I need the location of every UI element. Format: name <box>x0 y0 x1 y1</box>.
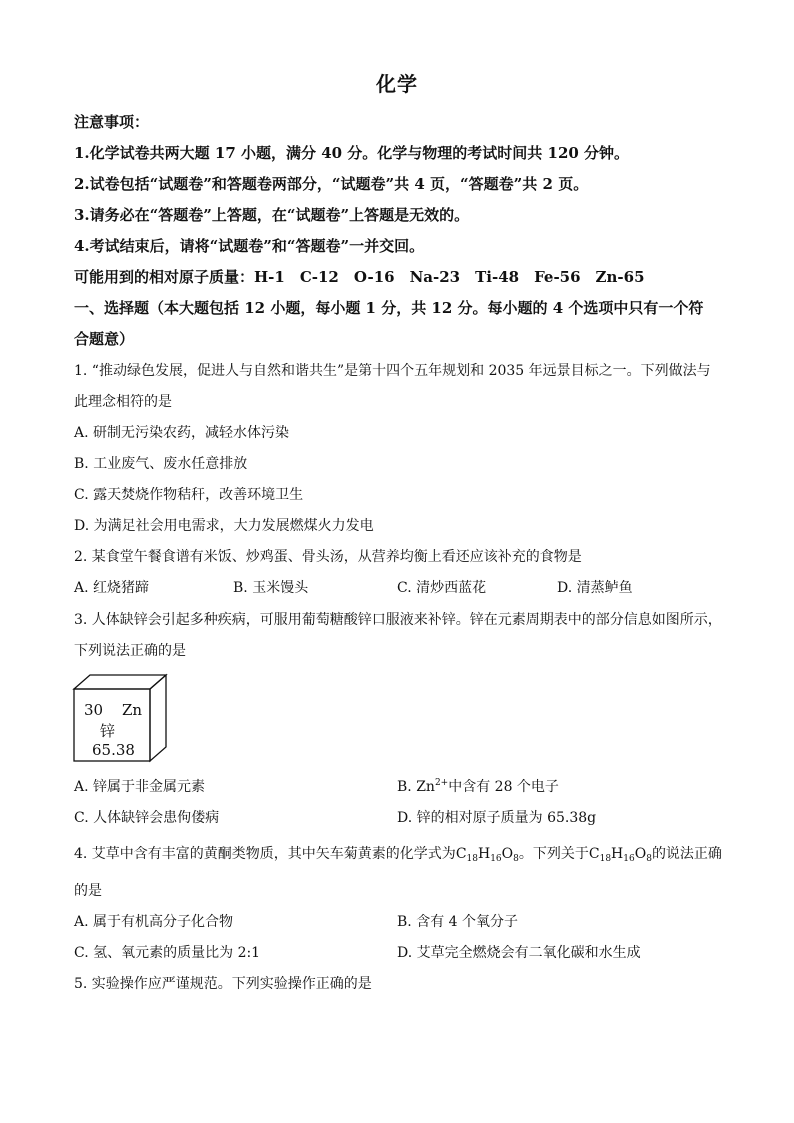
q4-option-d: D. 艾草完全燃烧会有二氧化碳和水生成 <box>397 945 641 961</box>
element-cell-diagram <box>72 673 172 765</box>
q3-stem-line-2: 下列说法正确的是 <box>74 643 186 659</box>
q3-option-d: D. 锌的相对原子质量为 65.38g <box>397 810 597 826</box>
note-item-3: 3.请务必在“答题卷”上答题，在“试题卷”上答题是无效的。 <box>74 206 470 224</box>
q1-option-d: D. 为满足社会用电需求，大力发展燃煤火力发电 <box>74 518 374 534</box>
q3-stem-line-1: 3. 人体缺锌会引起多种疾病，可服用葡萄糖酸锌口服液来补锌。锌在元素周期表中的部分信息如图所示， <box>74 612 722 628</box>
q4-option-c: C. 氢、氧元素的质量比为 2:1 <box>74 945 261 961</box>
formula-2: $C_{18}H_{16}O_8$ <box>588 846 652 864</box>
note-item-1: 1.化学试卷共两大题 17 小题，满分 40 分。化学与物理的考试时间共 120 分钟。 <box>74 144 630 162</box>
q3-option-c: C. 人体缺锌会患佝偻病 <box>74 810 220 826</box>
section-heading-line-1: 一、选择题（本大题包括 12 小题，每小题 1 分，共 12 分。每小题的 4 个选项中只有一个符 <box>74 299 704 317</box>
note-item-2: 2.试卷包括“试题卷”和答题卷两部分，“试题卷”共 4 页，“答题卷”共 2 页。 <box>74 175 589 193</box>
page-title: 化学 <box>376 72 418 96</box>
element-mass: 65.38 <box>92 741 135 759</box>
atomic-masses: 可能用到的相对原子质量：H-1 C-12 O-16 Na-23 Ti-48 Fe-56 Zn-65 <box>74 268 645 286</box>
q5-stem: 5. 实验操作应严谨规范。下列实验操作正确的是 <box>74 976 372 992</box>
section-heading-line-2: 合题意） <box>74 330 135 348</box>
q2-option-b: B. 玉米馒头 <box>233 580 309 596</box>
note-item-4: 4.考试结束后，请将“试题卷”和“答题卷”一并交回。 <box>74 237 425 255</box>
notes-heading: 注意事项： <box>74 113 150 131</box>
q4-option-a: A. 属于有机高分子化合物 <box>74 914 234 930</box>
q3-option-a: A. 锌属于非金属元素 <box>74 779 206 795</box>
element-name: 锌 <box>100 722 116 740</box>
q2-stem: 2. 某食堂午餐食谱有米饭、炒鸡蛋、骨头汤，从营养均衡上看还应该补充的食物是 <box>74 549 582 565</box>
element-atomic-number: 30 <box>84 701 104 719</box>
element-symbol: Zn <box>122 701 143 719</box>
q1-option-c: C. 露天焚烧作物秸秆，改善环境卫生 <box>74 487 304 503</box>
q1-option-a: A. 研制无污染农药，减轻水体污染 <box>74 425 290 441</box>
q4-stem-line-2: 的是 <box>74 883 102 899</box>
q1-stem-line-1: 1. “推动绿色发展，促进人与自然和谐共生”是第十四个五年规划和 2035 年远景目标之一。下列做法与 <box>74 363 711 379</box>
q2-option-a: A. 红烧猪蹄 <box>74 580 150 596</box>
formula-1: $C_{18}H_{16}O_8$ <box>455 846 519 864</box>
q4-stem-line-1: 4. 艾草中含有丰富的黄酮类物质，其中矢车菊黄素的化学式为$C_{18}H_{16}O_8$。下列关于$C_{18}H_{16}O_8$的说法正确 <box>74 846 722 864</box>
q1-stem-line-2: 此理念相符的是 <box>74 394 172 410</box>
q2-option-c: C. 清炒西蓝花 <box>397 580 487 596</box>
q2-option-d: D. 清蒸鲈鱼 <box>557 580 633 596</box>
q3-option-b: B. $Zn^{2+}$中含有 28 个电子 <box>397 778 559 795</box>
q4-option-b: B. 含有 4 个氧分子 <box>397 914 518 930</box>
q1-option-b: B. 工业废气、废水任意排放 <box>74 456 248 472</box>
